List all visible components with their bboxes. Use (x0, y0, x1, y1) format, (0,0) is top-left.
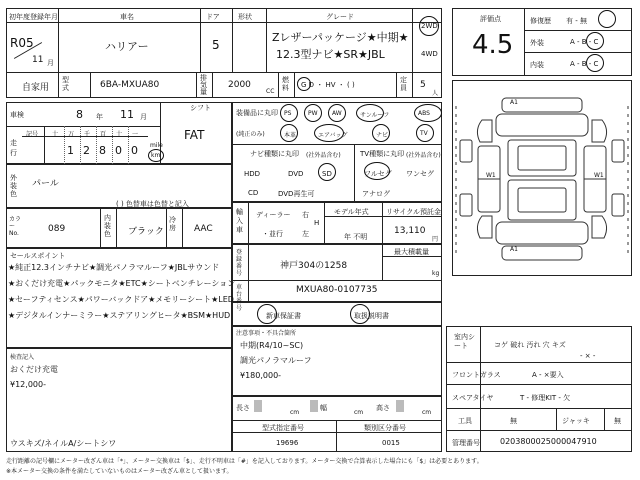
interior-b-circle (586, 54, 604, 72)
navi-dvd: DVD (288, 170, 304, 178)
inspection-month-unit: 月 (140, 113, 147, 121)
mileage-digit: 1 (67, 144, 74, 157)
new-car-warranty: 新車保証書 (266, 312, 301, 320)
spare-label: スペアタイヤ (452, 394, 494, 402)
diagram-w1-left: W1 (486, 172, 496, 179)
category-value: 0015 (382, 439, 400, 447)
mileage-unit-km: km (151, 152, 161, 159)
inspection-label: 車検 (10, 111, 24, 119)
mileage-digit: 0 (115, 144, 122, 157)
equipment-item: ABS (418, 110, 430, 117)
control-value: 0203800025000047910 (500, 437, 597, 446)
mileage-digit: 0 (131, 144, 138, 157)
import-right: 右 (302, 211, 309, 219)
ac-value: AAC (194, 224, 213, 234)
shift-label: シフト (190, 104, 211, 112)
equipment-item: PW (308, 110, 318, 117)
mileage-digit-header: 百 (100, 131, 107, 138)
diagram-a1-top: A1 (510, 99, 518, 106)
score-label: 評価点 (480, 15, 501, 23)
navi-sd: SD (322, 170, 332, 178)
equipment-item: PS (284, 110, 292, 117)
drive-2wd: 2WD (421, 22, 438, 30)
navi-sub: (社外品含む) (306, 152, 341, 159)
mileage-digit-header: 万 (68, 131, 75, 138)
inspection-year: 8 (76, 108, 83, 121)
navi-label: ナビ種類に丸印 (250, 150, 299, 158)
windshield-label: フロントガラス (452, 371, 501, 379)
mileage-digit-header: 十 (116, 131, 123, 138)
equipment-item: AW (332, 110, 342, 117)
interior-seat-items: コゲ 破れ 汚れ 穴 キズ (494, 341, 566, 349)
interior-color-value: ブラック (128, 227, 164, 237)
import-dealer: ディーラー (256, 211, 291, 219)
mileage-digit: 8 (99, 144, 106, 157)
chassis-value: MXUA80-0107735 (296, 285, 378, 295)
check-entry-line-1: おくだけ充電 (10, 365, 58, 374)
control-label: 管理番号 (452, 439, 480, 447)
recycle-value: 13,110 (394, 226, 426, 236)
windshield-value: A - ×要入 (532, 371, 564, 379)
grade-line-1: Zレザーパッケージ★中期★ (272, 31, 409, 44)
check-entry-label: 検査記入 (10, 354, 35, 361)
diagram-a1-bottom: A1 (510, 246, 518, 253)
tv-oneseg: ワンセグ (406, 170, 434, 178)
import-h: H (314, 219, 320, 227)
height-cm: cm (422, 409, 432, 416)
mileage-note: 記号 (26, 131, 39, 138)
model-year-value: 年 不明 (344, 233, 368, 241)
use-value: 自家用 (22, 83, 50, 93)
person-unit: 人 (432, 90, 439, 97)
loading-kg: kg (432, 270, 440, 277)
grade-label: グレード (326, 13, 354, 21)
interior-label: 内装 (530, 61, 544, 69)
damage-line-2: 調光パノラマルーフ (240, 356, 312, 365)
displacement-value: 2000 (228, 80, 251, 90)
door-value: 5 (212, 38, 220, 52)
shape-label: 形状 (238, 13, 252, 21)
equipment-item: ナビ (376, 132, 389, 139)
spare-value: T - 修理KIT - 欠 (520, 394, 571, 402)
equipment-label-sub: (純正のみ) (236, 131, 265, 138)
ac-label: 冷房 (169, 216, 176, 232)
cc-unit: CC (266, 88, 275, 95)
damage-line-3: ¥180,000- (240, 371, 282, 380)
fuel-options: G D ・ HV ・ ( ) (301, 81, 355, 89)
first-registration-label: 初年度登録年月 (9, 13, 58, 21)
tools-value: 無 (510, 417, 517, 425)
loading-label: 最大積載量 (394, 248, 429, 256)
manual: 取扱説明書 (354, 312, 389, 320)
registration-value: 神戸304の1258 (280, 261, 348, 271)
repair-label: 修復歴 (530, 17, 551, 25)
shift-value: FAT (184, 128, 205, 142)
repair-options: 有 - 無 (566, 17, 587, 25)
damage-line-1: 中期(R4/10~SC) (240, 341, 304, 350)
mileage-digit-header: 一 (132, 131, 139, 138)
height-label: 高さ (376, 404, 390, 412)
registration-label: 登録番号 (236, 249, 243, 277)
footer-line-2: ※本メーター交換の条件を満たしていないものはメーター改ざん車として扱います。 (6, 468, 233, 475)
check-entry-bottom: ウスキズ/ネイルA/シートシワ (10, 439, 117, 448)
car-name-value: ハリアー (105, 40, 149, 53)
door-label: ドア (206, 13, 220, 21)
color-note: ( ) 色替車は色替と記入 (116, 200, 189, 208)
type-value: 6BA-MXUA80 (100, 80, 160, 90)
width-label: 幅 (320, 404, 327, 412)
navi-dvd-play: DVD再生可 (278, 190, 315, 198)
type-designation-label: 型式指定番号 (262, 424, 304, 432)
mileage-digit-header: 十 (52, 131, 59, 138)
jack-label: ジャッキ (562, 417, 590, 425)
jack-value: 無 (614, 417, 621, 425)
tv-analog: アナログ (362, 190, 390, 198)
tv-label: TV種類に丸印 (360, 150, 405, 158)
exterior-label: 外装 (530, 39, 544, 47)
equipment-item: 本革 (284, 132, 297, 139)
capacity-value: 5 (420, 80, 426, 90)
damage-label: 注意事項・不具合箇所 (236, 330, 297, 337)
import-label: 輸入車 (236, 208, 243, 234)
capacity-label: 定員 (400, 76, 407, 92)
check-entry-line-2: ¥12,000- (10, 380, 46, 389)
score-value: 4.5 (472, 30, 514, 60)
inspection-year-unit: 年 (96, 113, 103, 121)
import-left: 左 (302, 230, 309, 238)
sales-point-line-2: ★おくだけ充電★パックモニタ★ETC★シートベンチレーション (8, 279, 236, 288)
navi-hdd: HDD (244, 170, 261, 178)
stains-row: - × - (580, 352, 596, 360)
sales-point-line-3: ★セーフティセンス★パワーバックドア★メモリーシート★LED (8, 295, 234, 304)
sales-point-line-1: ★純正12.3インチナビ★調光パノラマルーフ★JBLサウンド (8, 263, 220, 272)
import-parallel: ・並行 (262, 230, 283, 238)
mileage-label: 走行 (10, 139, 17, 157)
repair-none-circle (598, 10, 616, 28)
category-label: 類別区分番号 (364, 424, 406, 432)
mileage-digit-header: 千 (84, 131, 91, 138)
color-code-value: 089 (48, 224, 66, 234)
interior-color-label: 内装色 (104, 214, 111, 238)
first-registration-year: R05 (10, 36, 34, 50)
footer-line-1: 走行距離の記号欄にメーター改ざん車は「*」、メーター交換車は「$」、走行不明車は「#」を記入しております。メーター交換で合算表示した場合にも「$」は必要とあります。 (6, 458, 483, 465)
interior-seat-label: 室内シート (454, 333, 475, 350)
width-cm: cm (354, 409, 364, 416)
length-label: 長さ (236, 404, 250, 412)
mileage-digit: 2 (83, 144, 90, 157)
length-cm: cm (290, 409, 300, 416)
tools-label: 工具 (458, 417, 472, 425)
drive-4wd: 4WD (421, 50, 438, 58)
exterior-options: A - B - C (570, 38, 599, 46)
diagram-w1-right: W1 (594, 172, 604, 179)
tv-sub: (社外品含む) (406, 152, 441, 159)
month-unit: 月 (47, 59, 54, 67)
car-name-label: 車名 (120, 13, 134, 21)
color-value: パール (32, 179, 59, 189)
color-code-label: カラー No. (9, 216, 22, 237)
exterior-b-circle (586, 32, 604, 50)
equipment-label: 装備品に丸印 (236, 109, 278, 117)
type-designation-value: 19696 (276, 439, 299, 447)
equipment-item: サンルーフ (360, 112, 390, 119)
sales-points-label: セールスポイント (10, 252, 66, 260)
grade-line-2: 12.3型ナビ★SR★JBL (276, 48, 385, 61)
car-diagram (452, 80, 632, 276)
color-label: 外装色 (10, 174, 17, 198)
navi-cd: CD (248, 189, 259, 197)
sales-point-line-4: ★デジタルインナーミラー★ステアリングヒータ★BSM★HUD (8, 311, 231, 320)
chassis-label: 車台番号 (236, 284, 243, 312)
equipment-item: エアバッグ (318, 132, 348, 139)
displacement-label: 排気量 (200, 74, 207, 96)
model-year-label: モデル年式 (334, 208, 369, 216)
recycle-label: リサイクル預託金 (386, 208, 442, 216)
fuel-label: 燃料 (282, 76, 289, 92)
interior-options: A - B - C (570, 60, 599, 68)
type-label: 型式 (62, 76, 69, 92)
inspection-month: 11 (120, 108, 134, 121)
tv-fullseg: フルセグ (364, 170, 392, 178)
equipment-item: TV (420, 130, 428, 137)
recycle-yen: 円 (432, 236, 439, 243)
mileage-unit-mile: mile (150, 142, 163, 149)
first-registration-month: 11 (32, 55, 44, 65)
